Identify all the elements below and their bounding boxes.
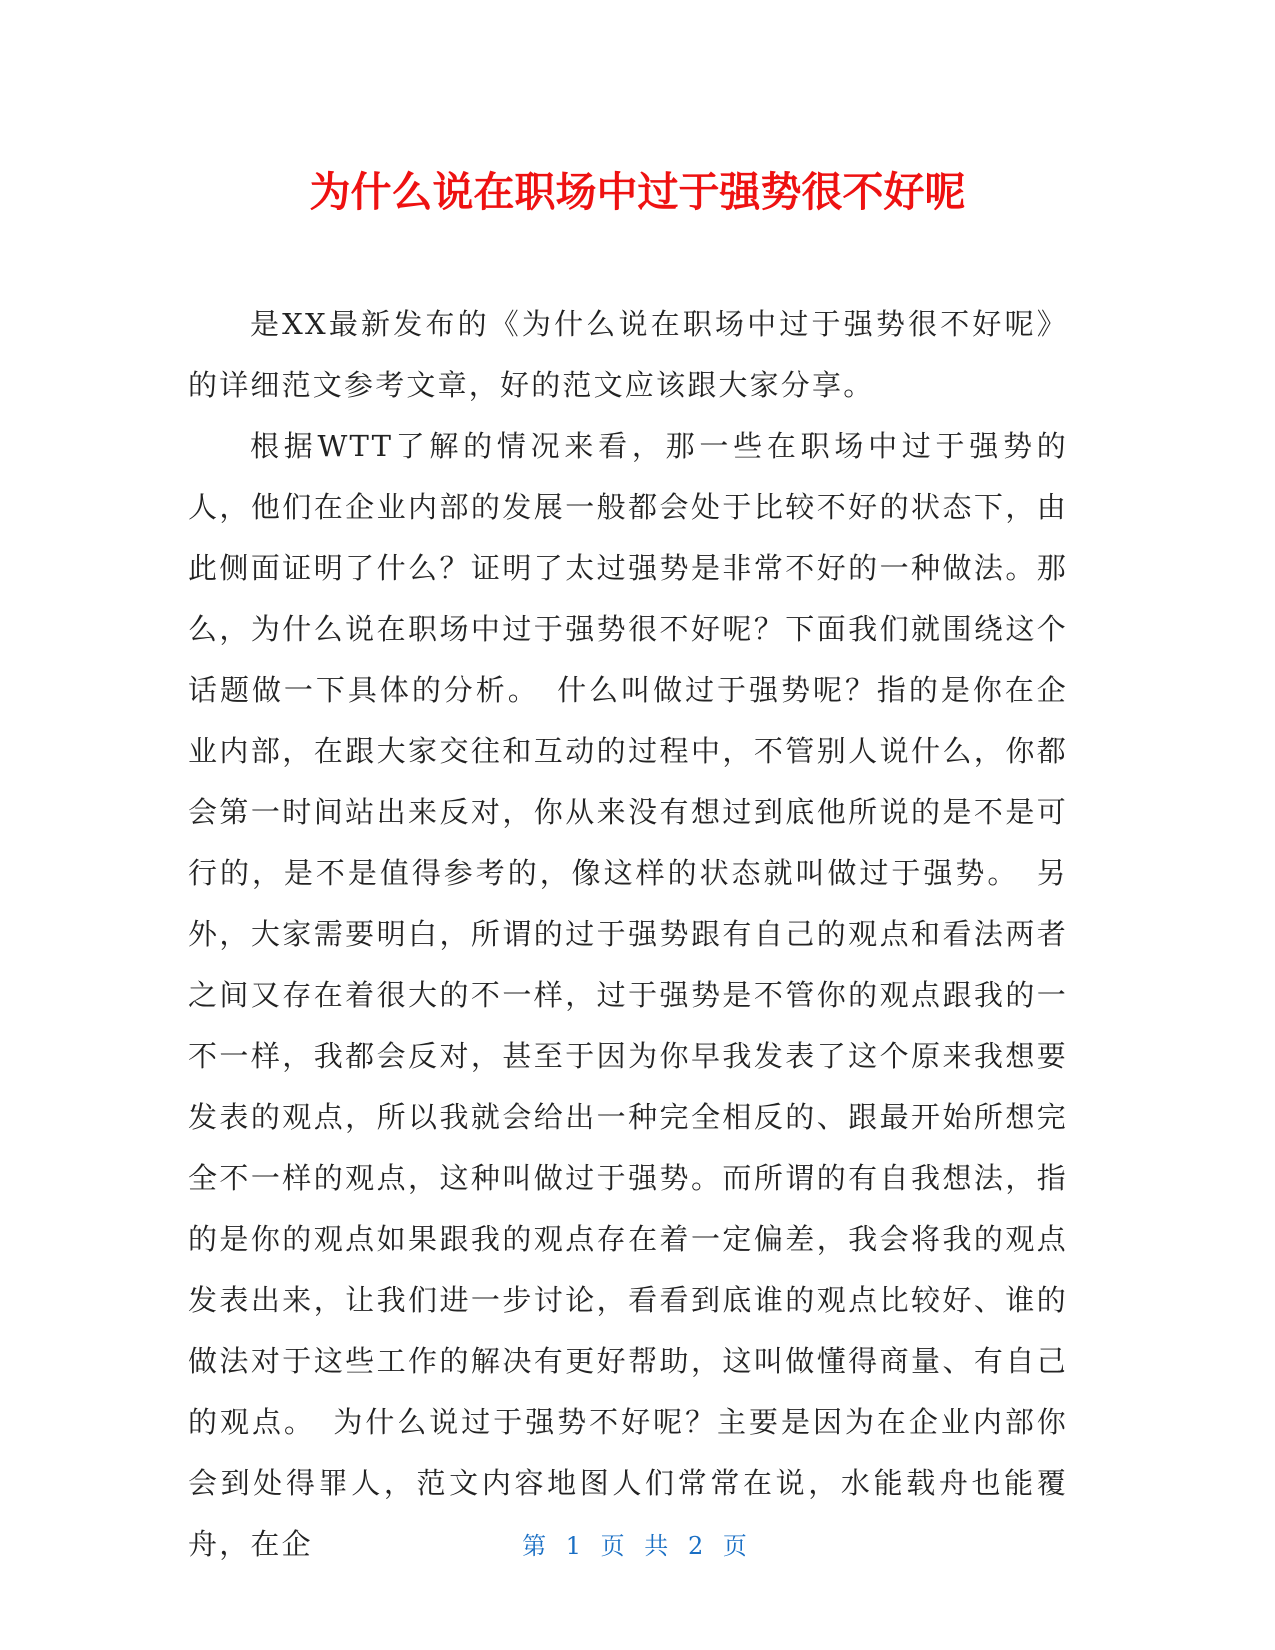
- page-number-footer: 第 1 页 共 2 页: [522, 1532, 753, 1560]
- paragraph-intro: 是XX最新发布的《为什么说在职场中过于强势很不好呢》的详细范文参考文章，好的范文应该跟大家分享。: [188, 307, 1068, 402]
- document-title: 为什么说在职场中过于强势很不好呢: [309, 168, 966, 216]
- document-body: [188, 294, 1068, 1575]
- paragraph-main: 根据WTT了解的情况来看，那一些在职场中过于强势的人，他们在企业内部的发展一般都会处于比较不好的状态下，由此侧面证明了什么？证明了太过强势是非常不好的一种做法。那么，为什么说在职场中过于强势很不好呢？下面我们就围绕这个话题做一下具体的分析。 什么叫做过于强势呢？指的是你在企业内部，在跟大家交往和互动的过程中，不管别人说什么，你都会第一时间站出来反对，你从来没有想过到底他所说的是不是可行的，是不是值得参考的，像这样的状态就叫做过于强势。 另外，大家需要明白，所谓的过于强势跟有自己的观点和看法两者之间又存在着很大的不一样，过于强势是不管你的观点跟我的一不一样，我都会反对，甚至于因为你早我发表了这个原来我想要发表的观点，所以我就会给出一种完全相反的、跟最开始所想完全不一样的观点，这种叫做过于强势。而所谓的有自我想法，指的是你的观点如果跟我的观点存在着一定偏差，我会将我的观点发表出来，让我们进一步讨论，看看到底谁的观点比较好、谁的做法对于这些工作的解决有更好帮助，这叫做懂得商量、有自己的观点。 为什么说过于强势不好呢？主要是因为在企业内部你会到处得罪人，范文内容地图人们常常在说，水能载舟也能覆舟，在企: [188, 429, 1068, 1561]
